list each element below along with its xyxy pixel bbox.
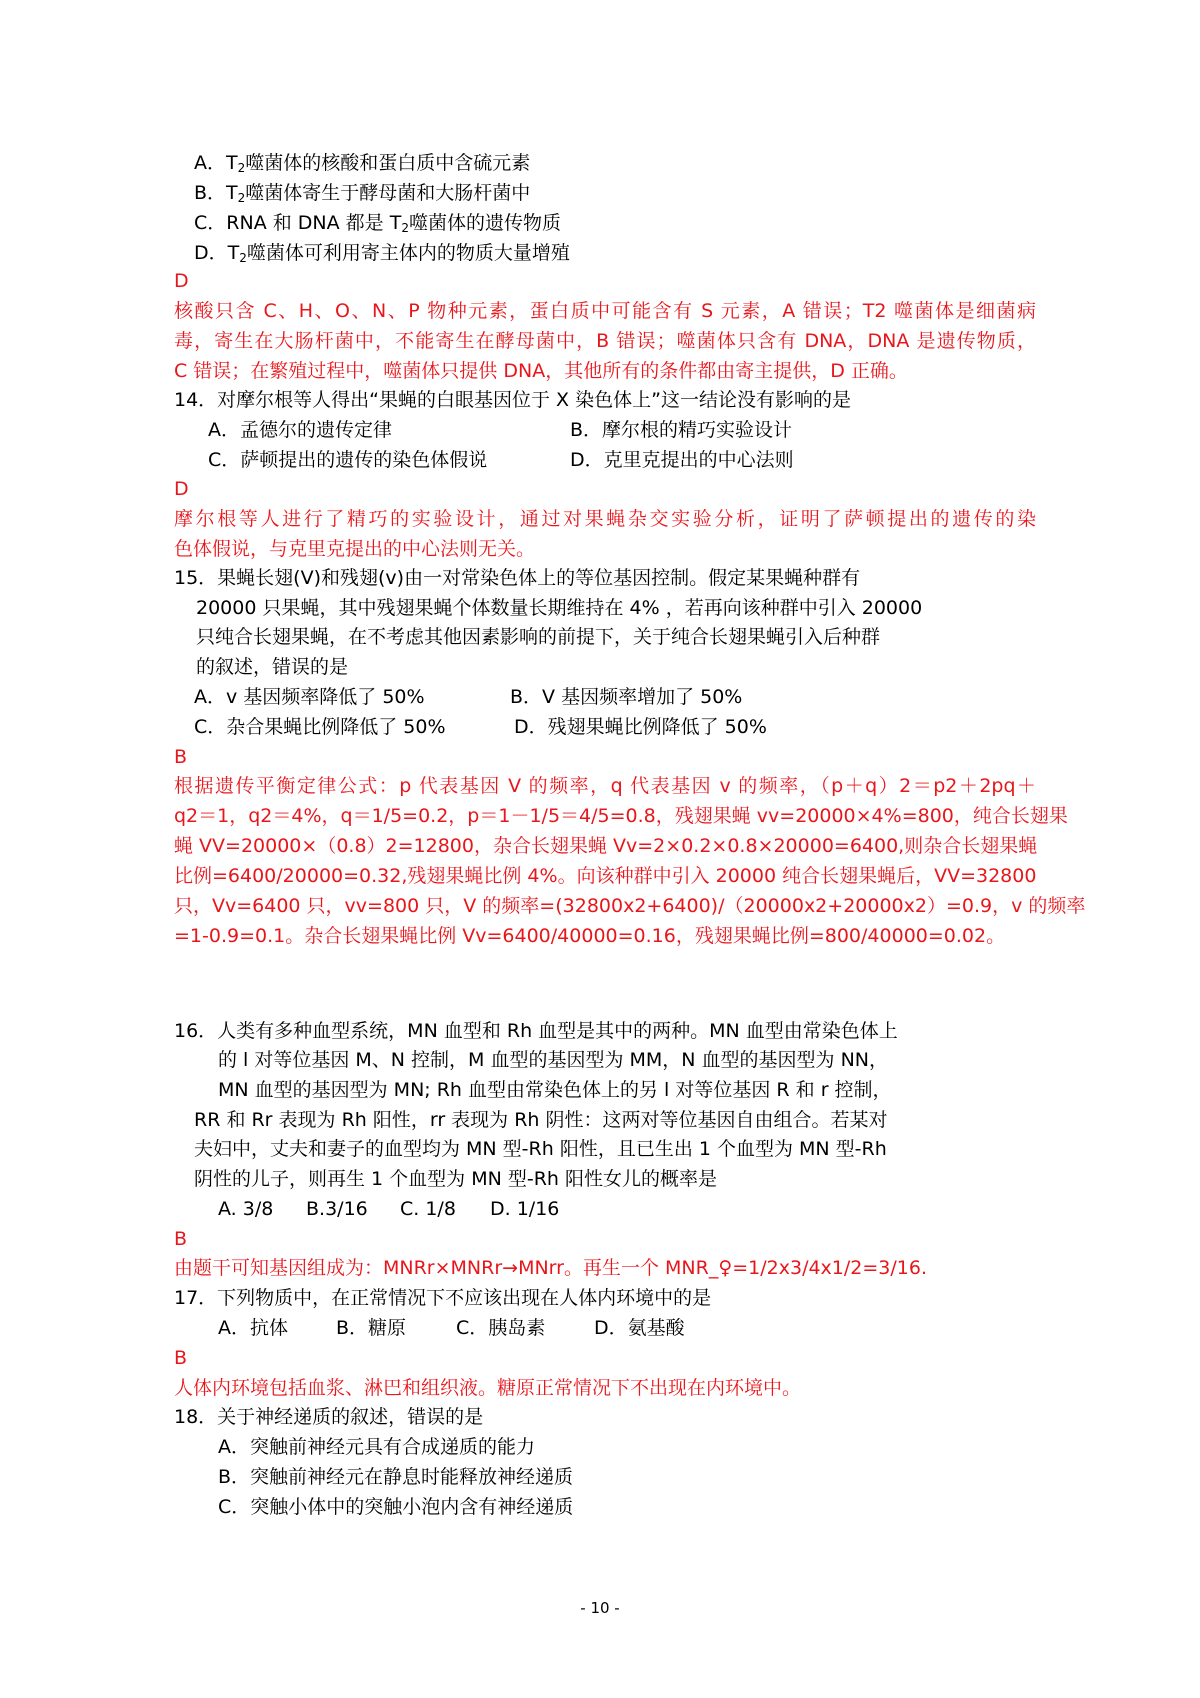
q13-explanation-line: C 错误；在繁殖过程中，噬菌体只提供 DNA，其他所有的条件都由寄主提供，D 正确。 xyxy=(174,360,908,382)
q16-option-d: D. 1/16 xyxy=(490,1198,560,1220)
q17-option-c: C．胰岛素 xyxy=(456,1317,546,1339)
q15-option-c: C．杂合果蝇比例降低了 50% xyxy=(194,716,446,738)
q16-option-c: C. 1/8 xyxy=(400,1198,456,1220)
q15-explanation-line: 比例=6400/20000=0.32,残翅果蝇比例 4%。向该种群中引入 20000 纯合长翅果蝇后，VV=32800 xyxy=(174,865,1037,887)
q16-explanation-line: 由题干可知基因组成为：MNRr×MNRr→MNrr。再生一个 MNR_♀=1/2x3/4x1/2=3/16. xyxy=(174,1257,928,1279)
q18-option-c: C．突触小体中的突触小泡内含有神经递质 xyxy=(218,1496,574,1518)
q17-answer: B xyxy=(174,1347,188,1369)
q13-option-a: A．$T_2$噬菌体的核酸和蛋白质中含硫元素 xyxy=(194,152,531,175)
q16-stem-line: 阴性的儿子，则再生 1 个血型为 MN 型-Rh 阳性女儿的概率是 xyxy=(194,1168,717,1190)
q13-answer: D xyxy=(174,270,189,292)
q15-explanation-line: 根据遗传平衡定律公式：p 代表基因 V 的频率，q 代表基因 v 的频率，（p＋q）2＝p2＋2pq＋ xyxy=(174,775,1036,797)
q16-stem-line: 16．人类有多种血型系统，MN 血型和 Rh 血型是其中的两种。MN 血型由常染色体上 xyxy=(174,1020,898,1042)
q17-explanation-line: 人体内环境包括血浆、淋巴和组织液。糖原正常情况下不出现在内环境中。 xyxy=(174,1377,802,1399)
q14-option-c: C．萨顿提出的遗传的染色体假说 xyxy=(208,449,488,471)
q14-option-d: D．克里克提出的中心法则 xyxy=(570,449,794,471)
q14-explanation-line: 色体假说，与克里克提出的中心法则无关。 xyxy=(174,538,536,560)
q13-option-d: D．$T_2$噬菌体可利用寄主体内的物质大量增殖 xyxy=(194,242,570,265)
q15-option-d: D．残翅果蝇比例降低了 50% xyxy=(514,716,767,738)
q15-explanation-line: q2＝1，q2＝4%，q＝1/5=0.2，p＝1－1/5＝4/5=0.8，残翅果蝇 vv=20000×4%=800，纯合长翅果 xyxy=(174,805,1068,827)
q16-stem-line: MN 血型的基因型为 MN; Rh 血型由常染色体上的另 l 对等位基因 R 和 r 控制， xyxy=(218,1079,892,1101)
q15-option-b: B．V 基因频率增加了 50% xyxy=(510,686,743,708)
q18-option-b: B．突触前神经元在静息时能释放神经递质 xyxy=(218,1466,574,1488)
q15-explanation-line: =1-0.9=0.1。杂合长翅果蝇比例 Vv=6400/40000=0.16，残翅果蝇比例=800/40000=0.02。 xyxy=(174,925,1006,947)
q13-explanation-line: 核酸只含 C、H、O、N、P 物种元素，蛋白质中可能含有 S 元素，A 错误；T2 噬菌体是细菌病 xyxy=(174,300,1036,322)
q17-stem: 17．下列物质中，在正常情况下不应该出现在人体内环境中的是 xyxy=(174,1287,712,1309)
q18-stem: 18．关于神经递质的叙述，错误的是 xyxy=(174,1406,484,1428)
q15-option-a: A．v 基因频率降低了 50% xyxy=(194,686,425,708)
q14-option-b: B．摩尔根的精巧实验设计 xyxy=(570,419,793,441)
q18-option-a: A．突触前神经元具有合成递质的能力 xyxy=(218,1436,535,1458)
q14-explanation-line: 摩尔根等人进行了精巧的实验设计，通过对果蝇杂交实验分析，证明了萨顿提出的遗传的染 xyxy=(174,508,1036,530)
q15-explanation-line: 蝇 VV=20000×（0.8）2=12800，杂合长翅果蝇 Vv=2×0.2×0.8×20000=6400,则杂合长翅果蝇 xyxy=(174,835,1038,857)
q13-explanation-line: 毒，寄生在大肠杆菌中，不能寄生在酵母菌中，B 错误；噬菌体只含有 DNA，DNA 是遗传物质， xyxy=(174,330,1036,352)
q14-stem: 14．对摩尔根等人得出“果蝇的白眼基因位于 X 染色体上”这一结论没有影响的是 xyxy=(174,389,851,411)
q13-option-c: C．RNA 和 DNA 都是 $T_2$噬菌体的遗传物质 xyxy=(194,212,561,235)
q14-option-a: A．孟德尔的遗传定律 xyxy=(208,419,392,441)
q17-option-b: B．糖原 xyxy=(336,1317,407,1339)
q15-answer: B xyxy=(174,746,188,768)
page-number: - 10 - xyxy=(580,1599,620,1617)
q15-stem-line: 的叙述，错误的是 xyxy=(196,656,349,678)
q17-option-a: A．抗体 xyxy=(218,1317,288,1339)
q15-stem-line: 20000 只果蝇，其中残翅果蝇个体数量长期维持在 4% ，若再向该种群中引入 20000 xyxy=(196,597,923,619)
q16-option-b: B.3/16 xyxy=(306,1198,368,1220)
q14-answer: D xyxy=(174,478,189,500)
q13-option-b: B．$T_2$噬菌体寄生于酵母菌和大肠杆菌中 xyxy=(194,182,531,205)
q15-explanation-line: 只，Vv=6400 只，vv=800 只，V 的频率=(32800x2+6400)/（20000x2+20000x2）=0.9，v 的频率 xyxy=(174,895,1086,917)
q15-stem-line: 只纯合长翅果蝇，在不考虑其他因素影响的前提下，关于纯合长翅果蝇引入后种群 xyxy=(196,626,881,648)
q17-option-d: D．氨基酸 xyxy=(594,1317,685,1339)
q16-option-a: A. 3/8 xyxy=(218,1198,274,1220)
q16-answer: B xyxy=(174,1228,188,1250)
q16-stem-line: 夫妇中，丈夫和妻子的血型均为 MN 型-Rh 阳性，且已生出 1 个血型为 MN 型-Rh xyxy=(194,1138,887,1160)
q16-stem-line: 的 l 对等位基因 M、N 控制，M 血型的基因型为 MM，N 血型的基因型为 NN， xyxy=(218,1049,889,1071)
q15-stem-line: 15．果蝇长翅(V)和残翅(v)由一对常染色体上的等位基因控制。假定某果蝇种群有 xyxy=(174,567,861,589)
q16-stem-line: RR 和 Rr 表现为 Rh 阳性，rr 表现为 Rh 阴性：这两对等位基因自由组合。若某对 xyxy=(194,1109,888,1131)
